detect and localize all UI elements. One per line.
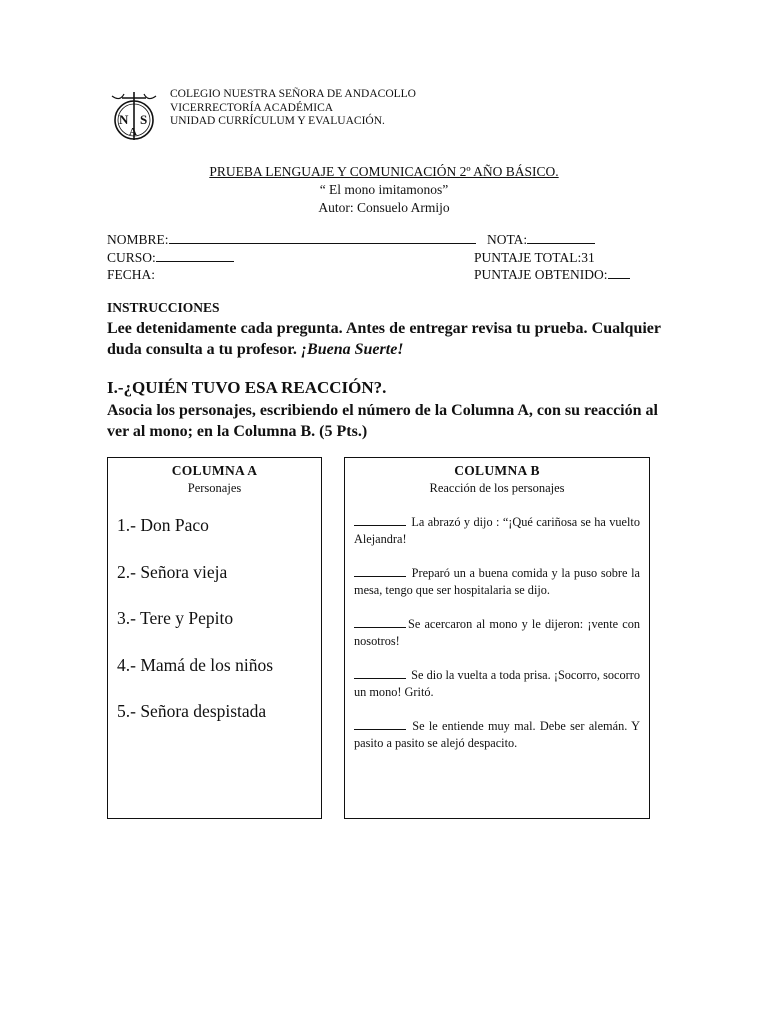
test-title: PRUEBA LENGUAJE Y COMUNICACIÓN 2º AÑO BÁSICO. bbox=[209, 164, 559, 179]
instructions-body: Lee detenidamente cada pregunta. Antes de entregar revisa tu prueba. Cualquier duda consulta a tu profesor. bbox=[107, 320, 661, 358]
column-a-heading: COLUMNA A bbox=[171, 463, 258, 478]
institution-header bbox=[170, 88, 416, 129]
grade-line[interactable] bbox=[527, 232, 595, 244]
reaction-text: Preparó un a buena comida y la puso sobre la mesa, tengo que ser hospitalaria se dijo. bbox=[354, 566, 640, 597]
total-score: PUNTAJE TOTAL:31 bbox=[474, 250, 595, 265]
obtained-score-line[interactable] bbox=[608, 267, 630, 279]
reaction-item bbox=[354, 616, 640, 650]
institution-name: COLEGIO NUESTRA SEÑORA DE ANDACOLLO bbox=[170, 88, 416, 100]
column-a-box bbox=[107, 457, 322, 819]
character-item: 4.- Mamá de los niños bbox=[117, 654, 274, 675]
grade-field[interactable] bbox=[487, 232, 595, 248]
obtained-score-label: PUNTAJE OBTENIDO: bbox=[474, 267, 608, 282]
character-item: 2.- Señora vieja bbox=[117, 561, 228, 582]
reaction-item bbox=[354, 718, 640, 752]
good-luck-text: ¡Buena Suerte! bbox=[300, 341, 404, 358]
reaction-text: La abrazó y dijo : “¡Qué cariñosa se ha vuelto Alejandra! bbox=[354, 515, 640, 546]
reactions-list bbox=[354, 514, 640, 769]
story-author: Autor: Consuelo Armijo bbox=[318, 200, 450, 215]
reaction-text: Se dio la vuelta a toda prisa. ¡Socorro, socorro un mono! Gritó. bbox=[354, 668, 640, 699]
column-b-heading: COLUMNA B bbox=[454, 463, 540, 478]
instructions-heading: INSTRUCCIONES bbox=[107, 300, 220, 315]
reaction-item bbox=[354, 565, 640, 599]
institution-department: VICERRECTORÍA ACADÉMICA bbox=[170, 101, 334, 114]
reaction-item bbox=[354, 667, 640, 701]
course-field[interactable] bbox=[107, 250, 234, 266]
svg-text:N: N bbox=[119, 112, 129, 127]
story-title: “ El mono imitamonos” bbox=[319, 182, 449, 197]
course-label: CURSO: bbox=[107, 250, 156, 265]
grade-label: NOTA: bbox=[487, 232, 528, 247]
characters-list bbox=[117, 515, 273, 748]
instructions-text bbox=[107, 318, 661, 360]
name-line[interactable] bbox=[169, 232, 476, 244]
institution-unit: UNIDAD CURRÍCULUM Y EVALUACIÓN. bbox=[170, 115, 385, 127]
answer-blank[interactable] bbox=[354, 616, 406, 628]
date-label: FECHA: bbox=[107, 267, 156, 282]
obtained-score-field[interactable] bbox=[474, 267, 630, 283]
answer-blank[interactable] bbox=[354, 718, 406, 730]
answer-blank[interactable] bbox=[354, 565, 406, 577]
reaction-item bbox=[354, 514, 640, 548]
column-b-box bbox=[344, 457, 650, 819]
character-item: 1.- Don Paco bbox=[117, 515, 209, 535]
name-field[interactable] bbox=[107, 232, 476, 248]
svg-text:S: S bbox=[140, 112, 148, 127]
answer-blank[interactable] bbox=[354, 667, 406, 679]
school-crest-icon bbox=[108, 90, 160, 142]
section-description: Asocia los personajes, escribiendo el número de la Columna A, con su reacción al ver al mono; en la Columna B. (5 Pts.) bbox=[107, 402, 658, 440]
date-field[interactable] bbox=[107, 267, 155, 283]
character-item: 3.- Tere y Pepito bbox=[117, 608, 234, 628]
column-a-subheading: Personajes bbox=[187, 481, 242, 495]
test-title-block bbox=[0, 163, 768, 217]
character-item: 5.- Señora despistada bbox=[117, 701, 267, 721]
section-title: I.-¿QUIÉN TUVO ESA REACCIÓN?. bbox=[107, 378, 387, 397]
name-label: NOMBRE: bbox=[107, 232, 169, 247]
reaction-text: Se acercaron al mono y le dijeron: ¡vente con nosotros! bbox=[354, 617, 640, 648]
course-line[interactable] bbox=[156, 250, 234, 262]
answer-blank[interactable] bbox=[354, 514, 406, 526]
svg-text:A: A bbox=[129, 126, 137, 138]
column-b-subheading: Reacción de los personajes bbox=[429, 481, 565, 495]
reaction-text: Se le entiende muy mal. Debe ser alemán. Y pasito a pasito se alejó despacito. bbox=[354, 719, 640, 750]
